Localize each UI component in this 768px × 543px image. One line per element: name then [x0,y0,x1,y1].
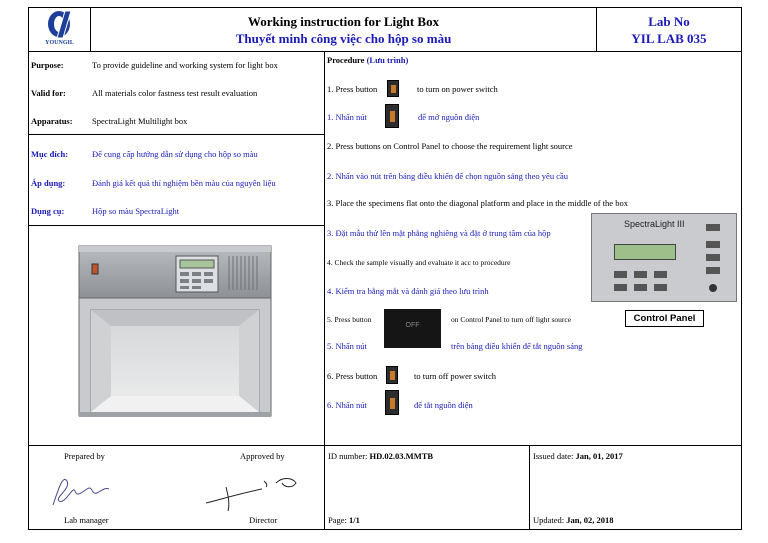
approved-signature [202,473,302,513]
power-switch-icon [386,366,398,384]
step-3-vi: 3. Đặt mẫu thử lên mặt phẳng nghiêng và đặt ở trung tâm của hộp [327,228,551,238]
power-switch-icon [385,104,399,128]
panel-lcd [614,244,676,260]
step-2-vi: 2. Nhấn vào nút trên bảng điều khiển để chọn nguồn sáng theo yêu cầu [327,171,569,181]
lab-no-value: YIL LAB 035 [631,31,707,46]
step-5-en-a: 5. Press button [327,315,372,324]
procedure-heading [327,55,408,65]
panel-button [614,284,627,291]
valid-value: All materials color fastness test result evaluation [92,88,258,98]
panel-button [654,271,667,278]
light-box-image [29,226,324,445]
page-value: 1/1 [349,515,360,525]
control-panel-label: Control Panel [625,310,704,327]
step-6-vi-a: 6. Nhấn nút [327,400,367,410]
title-vi: Thuyết minh công việc cho hộp so màu [235,31,452,46]
issued-value: Jan, 01, 2017 [575,451,623,461]
title-cell [90,7,597,52]
purpose-label: Purpose: [31,60,64,70]
step-5-vi-a: 5. Nhấn nút [327,341,367,351]
updated-date [533,515,614,525]
step-1-en-b: to turn on power switch [417,84,498,94]
panel-button [706,224,720,231]
updated-value: Jan, 02, 2018 [566,515,614,525]
control-panel-image [591,213,737,302]
step-6-en-b: to turn off power switch [414,371,496,381]
light-box-photo-cell [28,225,325,446]
step-6-vi-b: để tắt nguồn điện [414,400,473,410]
purpose-value: To provide guideline and working system for light box [92,60,278,70]
step-1-vi-a: 1. Nhấn nút [327,112,367,122]
procedure-heading-vi: (Lưu trình) [366,55,409,65]
logo-cell [28,7,91,52]
prepared-by-label: Prepared by [64,451,105,461]
dung-cu-label: Dụng cụ: [31,206,65,216]
panel-brand: SpectraLight III [624,219,685,229]
id-label: ID number: [328,451,368,461]
step-2-en: 2. Press buttons on Control Panel to choose the requirement light source [327,141,573,151]
power-switch-icon [387,80,399,97]
page-number [328,515,360,525]
prepared-signature [45,467,115,511]
step-1-en-a: 1. Press button [327,84,378,94]
panel-button [634,284,647,291]
step-3-en: 3. Place the specimens flat onto the diagonal platform and place in the middle of the box [327,198,628,208]
panel-button [614,271,627,278]
lab-manager-label: Lab manager [64,515,109,525]
panel-power-knob [709,284,717,292]
issued-label: Issued date: [533,451,574,461]
id-number [328,451,433,461]
apparatus-value: SpectraLight Multilight box [92,116,188,126]
panel-button [706,267,720,274]
step-4-vi: 4. Kiểm tra bằng mắt và đánh giá theo lưu trình [327,286,489,296]
power-switch-icon [385,390,399,415]
apparatus-label: Apparatus: [31,116,73,126]
lab-no-label: Lab No [648,14,690,29]
id-value: HD.02.03.MMTB [369,451,434,461]
off-button-text: OFF [405,322,420,329]
updated-label: Updated: [533,515,565,525]
page-label: Page: [328,515,347,525]
director-label: Director [249,515,278,525]
step-6-en-a: 6. Press button [327,371,378,381]
panel-button [634,271,647,278]
lab-no-cell [596,7,742,52]
ap-dung-value: Đánh giá kết quả thí nghiệm bền màu của nguyên liệu [92,178,276,188]
valid-label: Valid for: [31,88,66,98]
dung-cu-value: Hộp so màu SpectraLight [92,206,180,216]
panel-button [706,241,720,248]
panel-button [654,284,667,291]
step-1-en [327,84,377,94]
step-5-vi-b: trên bảng điều khiển để tắt nguồn sáng [451,341,583,351]
issued-date [533,451,623,461]
panel-button [706,254,720,261]
title-en: Working instruction for Light Box [247,14,440,29]
off-button-icon [384,309,441,348]
step-1-vi-b: để mở nguồn điện [418,112,480,122]
logo-text: YOUNGIL [45,40,74,46]
step-4-en: 4. Check the sample visually and evaluate it acc to procedure [327,258,511,267]
ap-dung-label: Áp dụng: [31,178,66,188]
approved-by-label: Approved by [240,451,285,461]
procedure-heading-en: Procedure [327,55,365,65]
muc-dich-label: Mục đích: [31,149,69,159]
muc-dich-value: Để cung cấp hướng dẫn sử dụng cho hộp so màu [92,149,258,159]
step-5-en-b: on Control Panel to turn off light source [451,315,572,324]
